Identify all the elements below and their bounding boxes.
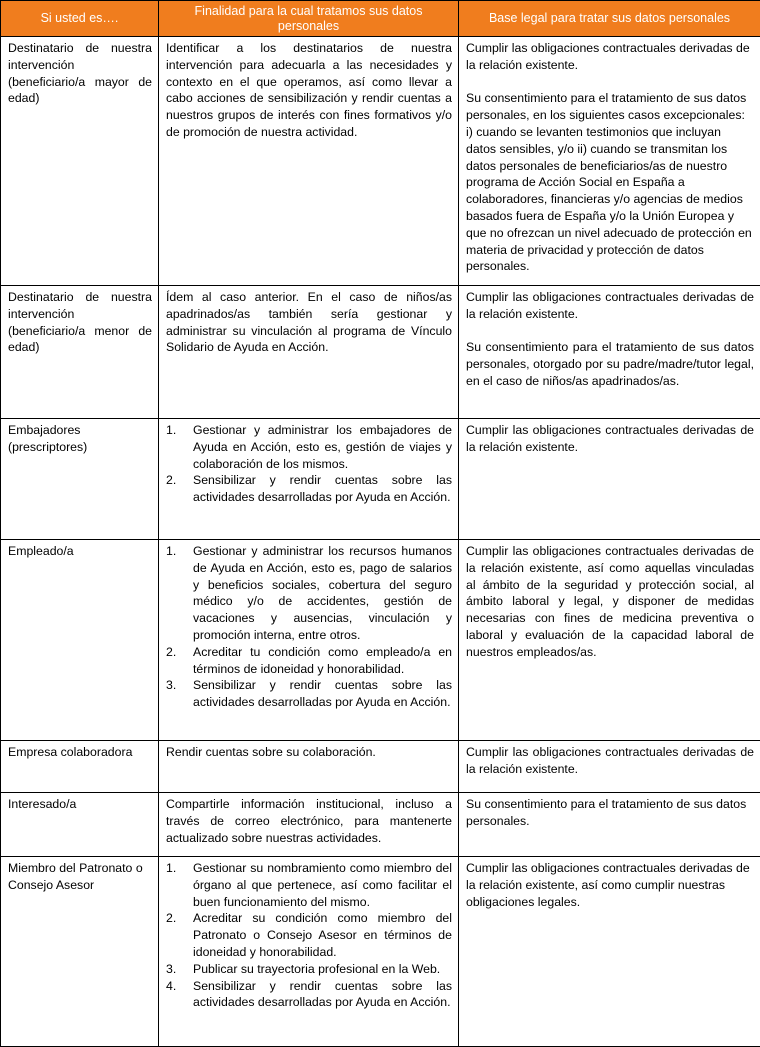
table-row (1, 793, 760, 857)
list-item: 2. Sensibilizar y rendir cuentas sobre las actividades desarrolladas por Ayuda en Acción. (166, 472, 452, 506)
role-cell: Embajadores (prescriptores) (1, 419, 159, 540)
purpose-cell: Compartirle información institucional, incluso a través de correo electrónico, para mantenerte actualizado sobre nuestras actividades. (159, 793, 459, 857)
purpose-cell: Rendir cuentas sobre su colaboración. (159, 741, 459, 793)
legal-basis-cell: Cumplir las obligaciones contractuales derivadas de la relación existente. Su consentimiento para el tratamiento de sus datos personales, otorgado por su padre/madre/tutor legal, en el caso de niños/as apadrinados/as. (459, 286, 760, 419)
header-legal-basis: Base legal para tratar sus datos personales (459, 1, 760, 37)
role-cell: Interesado/a (1, 793, 159, 857)
legal-basis-cell: Cumplir las obligaciones contractuales derivadas de la relación existente. Su consentimiento para el tratamiento de sus datos personales, en los siguientes casos excepcionales: i) cuando se levanten testimonios que incluyan datos sensibles, y/o ii) cuando se transmitan los datos personales de beneficiarios/as de nuestro programa de Acción Social en España a colaboradores, financieras y/o agencias de medios basados fuera de España y/o la Unión Europea y que no ofrezcan un nivel adecuado de protección en materia de privacidad y protección de datos personales. (459, 37, 760, 286)
header-row (1, 1, 760, 37)
purpose-list (166, 422, 452, 506)
legal-basis-cell: Cumplir las obligaciones contractuales derivadas de la relación existente, así como cumplir nuestras obligaciones legales. (459, 857, 760, 1047)
purpose-cell: Ídem al caso anterior. En el caso de niños/as apadrinados/as también sería gestionar y administrar su vinculación al programa de Vínculo Solidario de Ayuda en Acción. (159, 286, 459, 419)
purpose-list (166, 860, 452, 1011)
legal-basis-cell: Su consentimiento para el tratamiento de sus datos personales. (459, 793, 760, 857)
legal-basis-cell: Cumplir las obligaciones contractuales derivadas de la relación existente, así como aquellas vinculadas al ámbito de la seguridad y protección social, al ámbito laboral y legal, y disponer de medidas necesarias con fines de medicina preventiva o laboral y evaluación de la capacidad laboral de nuestros empleados/as. (459, 540, 760, 741)
role-cell: Empresa colaboradora (1, 741, 159, 793)
table-row (1, 37, 760, 286)
list-item: 2. Acreditar tu condición como empleado/a en términos de idoneidad y honorabilidad. (166, 644, 452, 678)
list-item: 4. Sensibilizar y rendir cuentas sobre las actividades desarrolladas por Ayuda en Acción. (166, 978, 452, 1012)
role-cell: Miembro del Patronato o Consejo Asesor (1, 857, 159, 1047)
table-row (1, 286, 760, 419)
purpose-cell (159, 540, 459, 741)
legal-basis-cell: Cumplir las obligaciones contractuales derivadas de la relación existente. (459, 419, 760, 540)
table-row (1, 540, 760, 741)
list-item: 1. Gestionar y administrar los embajadores de Ayuda en Acción, esto es, gestión de viajes y colaboración de los mismos. (166, 422, 452, 472)
table-row (1, 419, 760, 540)
list-item: 1. Gestionar y administrar los recursos humanos de Ayuda en Acción, esto es, pago de salarios y beneficios sociales, cobertura del seguro médico y/o de accidentes, gestión de vacaciones y ausencias, vinculación y promoción interna, entre otros. (166, 543, 452, 644)
table-row (1, 741, 760, 793)
role-cell: Destinatario de nuestra intervención (beneficiario/a mayor de edad) (1, 37, 159, 286)
role-cell: Destinatario de nuestra intervención (beneficiario/a menor de edad) (1, 286, 159, 419)
table-row (1, 857, 760, 1047)
purpose-list (166, 543, 452, 711)
list-item: 2. Acreditar su condición como miembro del Patronato o Consejo Asesor en términos de idoneidad y honorabilidad. (166, 910, 452, 960)
list-item: 1. Gestionar su nombramiento como miembro del órgano al que pertenece, así como facilitar el buen funcionamiento del mismo. (166, 860, 452, 910)
purpose-cell: Identificar a los destinatarios de nuestra intervención para adecuarla a las necesidades y contexto en el que operamos, así como llevar a cabo acciones de sensibilización y rendir cuentas a nuestros grupos de interés con fines formativos y/o de promoción de nuestra actividad. (159, 37, 459, 286)
list-item: 3. Sensibilizar y rendir cuentas sobre las actividades desarrolladas por Ayuda en Acción. (166, 677, 452, 711)
header-role: Si usted es…. (1, 1, 159, 37)
legal-basis-cell: Cumplir las obligaciones contractuales derivadas de la relación existente. (459, 741, 760, 793)
role-cell: Empleado/a (1, 540, 159, 741)
purpose-cell (159, 857, 459, 1047)
header-purpose: Finalidad para la cual tratamos sus datos personales (159, 1, 459, 37)
purpose-cell (159, 419, 459, 540)
list-item: 3. Publicar su trayectoria profesional en la Web. (166, 961, 452, 978)
